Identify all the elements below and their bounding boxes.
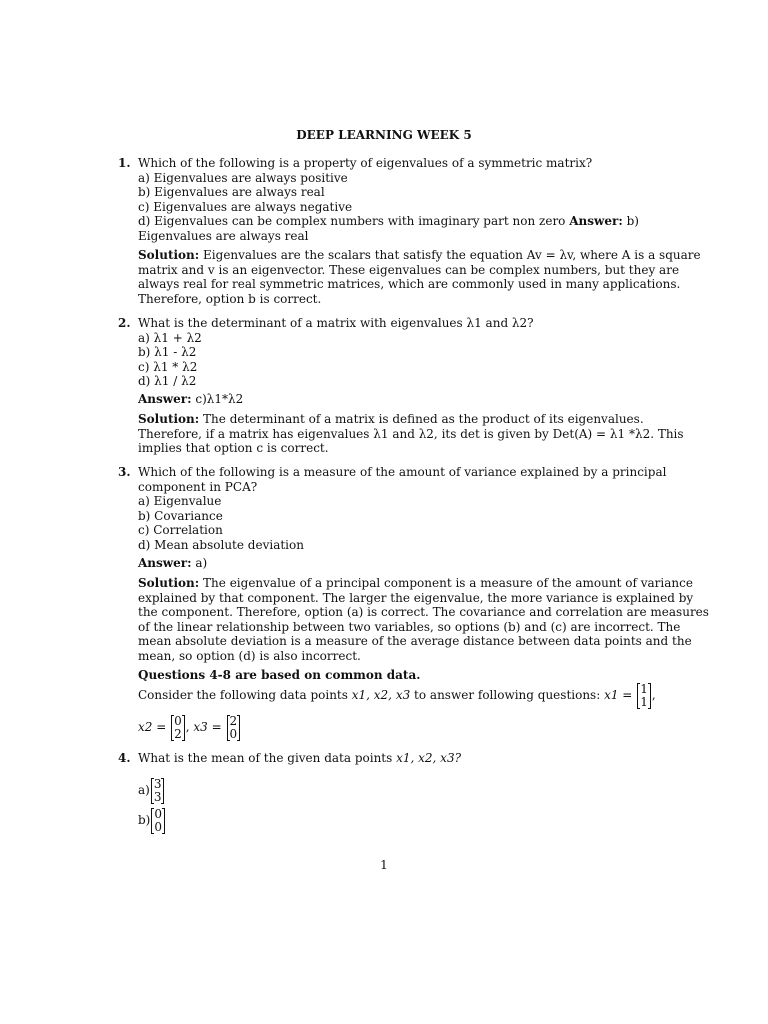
question-text: What is the determinant of a matrix with eigenvalues λ1 and λ2? <box>138 316 534 330</box>
answer-value: a) <box>195 556 208 570</box>
solution-2 <box>118 412 684 456</box>
solution-text: mean, so option (d) is also incorrect. <box>138 648 361 663</box>
question-4-options <box>118 775 668 835</box>
option-d: d) Mean absolute deviation <box>138 537 304 552</box>
option-a: a) Eigenvalues are always positive <box>138 170 348 185</box>
option-b: b) Covariance <box>138 508 223 523</box>
solution-text: implies that option c is correct. <box>138 441 329 456</box>
solution-text: Therefore, if a matrix has eigenvalues λ1 and λ2, its det is given by Det(A) = λ1 *λ2. This <box>138 426 684 441</box>
question-text: component in PCA? <box>138 479 258 494</box>
option-d-with-answer <box>138 214 668 229</box>
common-data-intro: Consider the following data points x1, x2, x3 to answer following questions: x1 = 1 1 , <box>138 681 656 709</box>
option-a-label: a) <box>138 783 150 797</box>
question-number: 3. <box>118 465 131 479</box>
option-b: b) Eigenvalues are always real <box>138 185 325 200</box>
question-number: 2. <box>118 316 131 330</box>
answer-label: Answer: <box>138 556 192 570</box>
answer-value: b) <box>626 214 639 229</box>
answer-value-cont: Eigenvalues are always real <box>138 228 309 243</box>
solution-label: Solution: <box>138 248 200 262</box>
solution-3 <box>118 576 709 664</box>
option-b: b) λ1 - λ2 <box>138 345 197 360</box>
vector-entry: 0 <box>154 819 163 834</box>
question-number: 4. <box>118 751 131 765</box>
question-text: Which of the following is a measure of the amount of variance explained by a principal <box>138 465 667 479</box>
solution-text: of the linear relationship between two variables, so options (b) and (c) are incorrect. The <box>138 619 681 634</box>
answer-label: Answer: <box>569 214 623 229</box>
vector-entry: 2 <box>174 726 182 741</box>
question-text: What is the mean of the given data points <box>138 751 393 765</box>
intro-vars: x1, x2, x3 <box>351 688 411 702</box>
solution-text: The determinant of a matrix is defined as the product of its eigenvalues. <box>203 412 644 426</box>
question-4 <box>118 751 668 766</box>
question-2 <box>118 316 668 389</box>
x1-vector <box>637 683 651 709</box>
x3-vector <box>227 715 241 741</box>
option-a: a) Eigenvalue <box>138 494 222 509</box>
solution-label: Solution: <box>138 412 200 426</box>
solution-text: matrix and v is an eigenvector. These eigenvalues can be complex numbers, but they are <box>138 262 680 277</box>
option-c: c) Correlation <box>138 523 223 538</box>
x3-label: x3 = <box>193 720 222 734</box>
vector-entry: 1 <box>640 694 648 709</box>
intro-tail: to answer following questions: <box>414 688 601 702</box>
solution-text: Eigenvalues are the scalars that satisfy the equation Av = λv, where A is a square <box>203 248 701 262</box>
solution-text: mean absolute deviation is a measure of the average distance between data points and the <box>138 634 692 649</box>
solution-text: always real for real symmetric matrices, which are commonly used in many applications. <box>138 277 681 292</box>
question-text: Which of the following is a property of eigenvalues of a symmetric matrix? <box>138 156 593 170</box>
page-number: 1 <box>380 858 388 872</box>
option-b-vector <box>151 808 165 834</box>
solution-text: explained by that component. The larger the eigenvalue, the more variance is explained by <box>138 590 694 605</box>
option-d: d) λ1 / λ2 <box>138 374 197 389</box>
intro-text: Consider the following data points <box>138 688 348 702</box>
x1-label: x1 = <box>604 688 633 702</box>
question-number: 1. <box>118 156 131 170</box>
vector-entry: 2 <box>229 713 238 728</box>
vector-entry: 3 <box>153 776 162 791</box>
option-d: d) Eigenvalues can be complex numbers with imaginary part non zero <box>138 214 566 229</box>
x2-label: x2 = <box>138 720 167 734</box>
question-vars: x1, x2, x3? <box>396 751 462 765</box>
solution-label: Solution: <box>138 576 200 590</box>
option-c: c) λ1 * λ2 <box>138 359 198 374</box>
solution-text: The eigenvalue of a principal component is a measure of the amount of variance <box>203 576 693 590</box>
answer-3 <box>118 556 668 571</box>
vector-entry: 3 <box>153 789 162 804</box>
answer-label: Answer: <box>138 392 192 406</box>
question-1 <box>118 156 668 244</box>
option-a: a) λ1 + λ2 <box>138 330 202 345</box>
solution-text: the component. Therefore, option (a) is correct. The covariance and correlation are measures <box>138 605 709 620</box>
common-data-vectors: x2 = 0 2 , x3 = 2 0 <box>118 712 668 742</box>
vector-entry: 1 <box>640 681 648 696</box>
page-title: DEEP LEARNING WEEK 5 <box>296 128 472 142</box>
vector-entry: 0 <box>174 713 182 728</box>
solution-1 <box>118 248 701 306</box>
answer-2 <box>118 392 668 407</box>
x2-vector <box>171 715 185 741</box>
solution-text: Therefore, option b is correct. <box>138 291 322 306</box>
option-a-vector <box>151 778 165 804</box>
vector-entry: 0 <box>154 806 163 821</box>
answer-value: c)λ1*λ2 <box>195 392 244 406</box>
vector-entry: 0 <box>229 726 238 741</box>
question-3 <box>118 465 668 553</box>
common-data-heading: Questions 4-8 are based on common data. <box>138 668 421 682</box>
option-b-label: b) <box>138 813 151 827</box>
option-c: c) Eigenvalues are always negative <box>138 199 353 214</box>
